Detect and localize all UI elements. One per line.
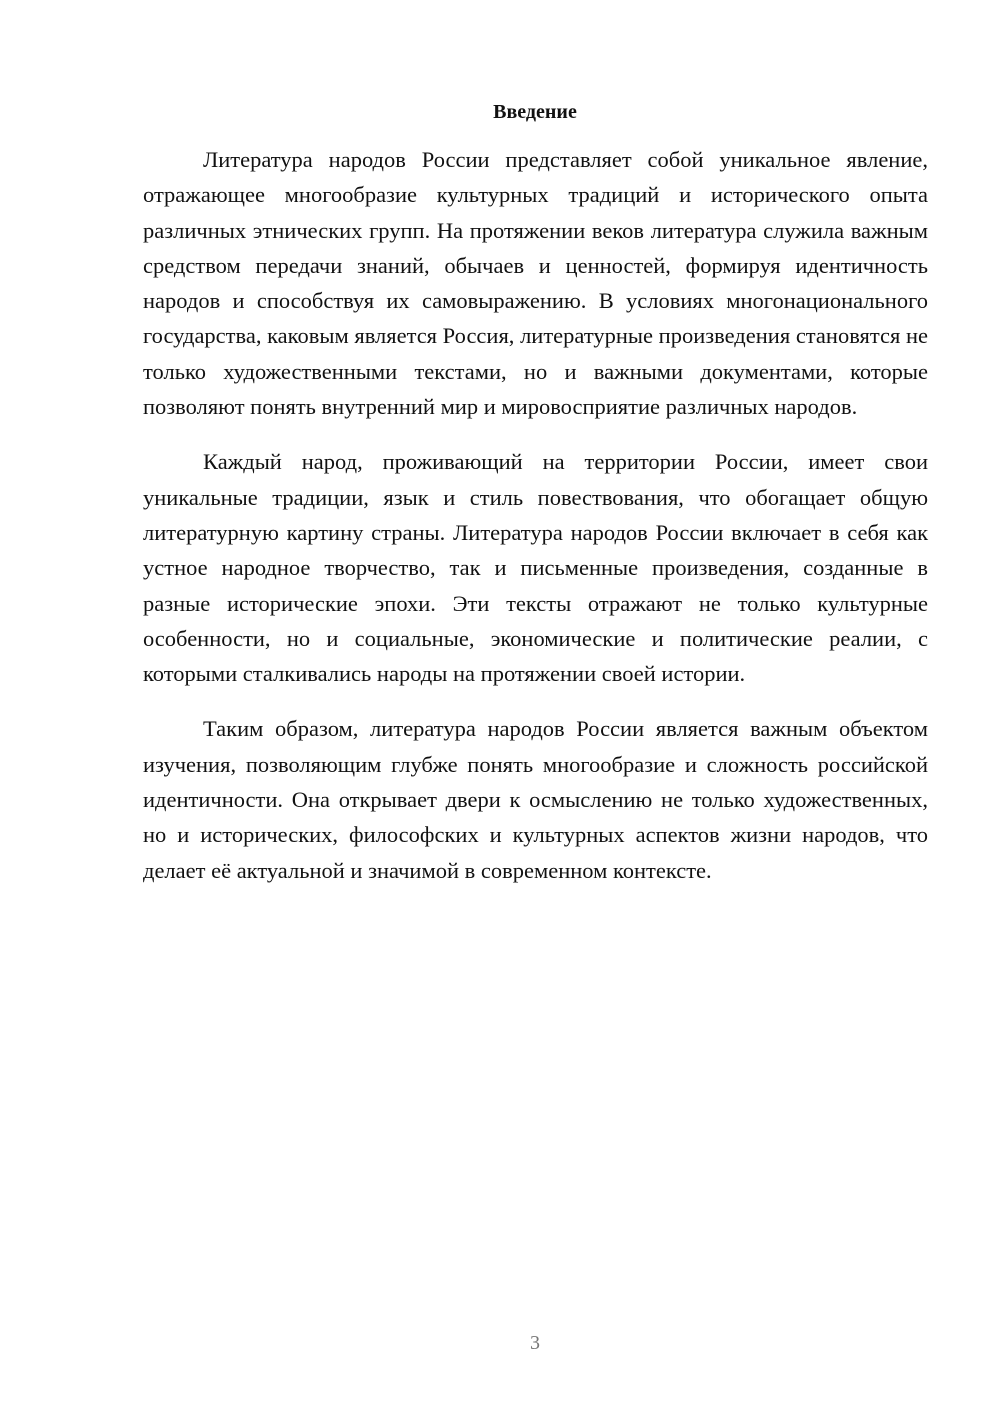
page-number: 3 [530,1332,540,1354]
paragraph-1: Литература народов России представляет собой уникальное явление, отражающее многообразие культурных традиций и исторического опыта различных этнических групп. На протяжении веков литература служила важным средством передачи знаний, обычаев и ценностей, формируя идентичность народов и способствуя их самовыражению. В условиях многонационального государства, каковым является Россия, литературные произведения становятся не только художественными текстами, но и важными документами, которые позволяют понять внутренний мир и мировосприятие различных народов. [143,147,928,420]
section-title: Введение [493,101,577,123]
document-body [143,142,928,908]
paragraph-2: Каждый народ, проживающий на территории России, имеет свои уникальные традиции, язык и стиль повествования, что обогащает общую литературную картину страны. Литература народов России включает в себя как устное народное творчество, так и письменные произведения, созданные в разные исторические эпохи. Эти тексты отражают не только культурные особенности, но и социальные, экономические и политические реалии, с которыми сталкивались народы на протяжении своей истории. [143,449,928,687]
paragraph-3: Таким образом, литература народов России является важным объектом изучения, позволяющим глубже понять многообразие и сложность российской идентичности. Она открывает двери к осмыслению не только художественных, но и исторических, философских и культурных аспектов жизни народов, что делает её актуальной и значимой в современном контексте. [143,716,928,883]
